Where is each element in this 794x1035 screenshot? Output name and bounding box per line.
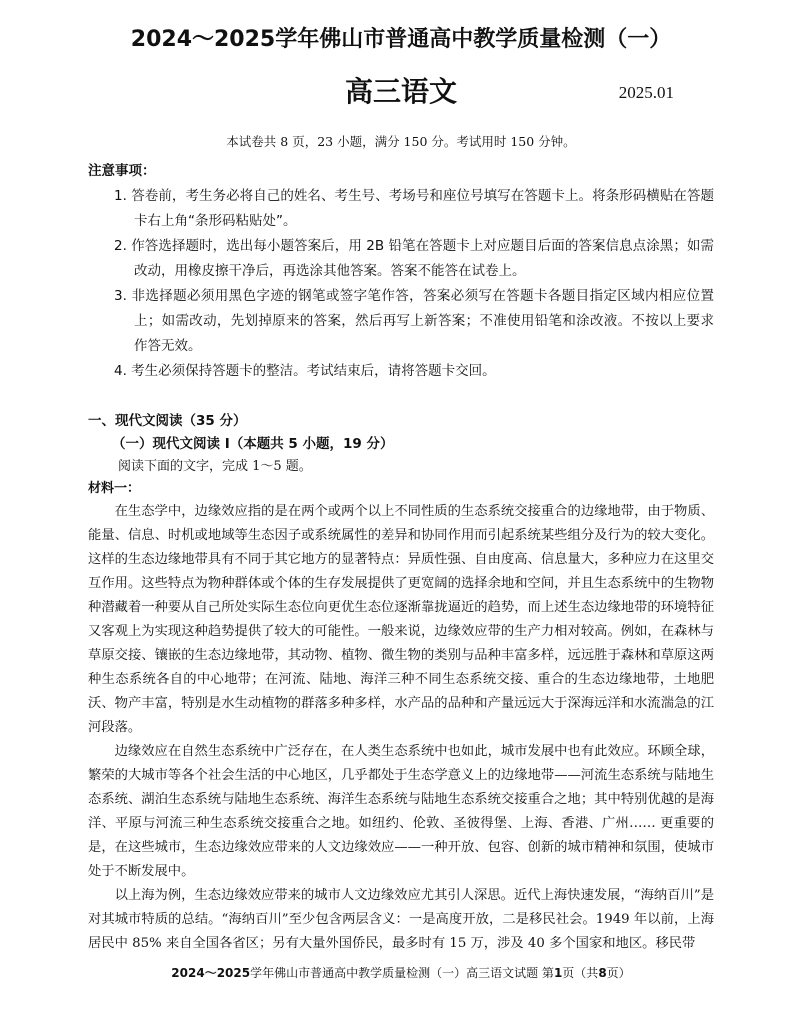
footer-total: 8 [598,966,607,980]
note-item: 1. 答卷前，考生务必将自己的姓名、考生号、考场号和座位号填写在答题卡上。将条形码横贴在答题卡右上角“条形码粘贴处”。 [114,188,714,229]
subsection-heading: （一）现代文阅读 Ⅰ（本题共 5 小题，19 分） [112,436,394,452]
reading-instruction: 阅读下面的文字，完成 1～5 题。 [118,459,312,474]
subject-title: 高三语文 [344,75,457,108]
paragraph: 在生态学中，边缘效应指的是在两个或两个以上不同性质的生态系统交接重合的边缘地带，由于物质、能量、信息、时机或地域等生态因子或系统属性的差异和协同作用而引起系统某些组分及行为的较大变化。这样的生态边缘地带具有不同于其它地方的显著特点：异质性强、自由度高、信息量大，多种应力在这里交互作用。这些特点为物种群体或个体的生存发展提供了更宽阔的选择余地和空间，并且生态系统中的生物物种潜藏着一种要从自己所处实际生态位向更优生态位逐渐靠拢逼近的趋势，而上述生态边缘地带的环境特征又客观上为实现这种趋势提供了较大的可能性。一般来说，边缘效应带的生产力相对较高。例如，在森林与草原交接、镶嵌的生态边缘地带，其动物、植物、微生物的类别与品种丰富多样，远远胜于森林和草原这两种生态系统各自的中心地带；在河流、陆地、海洋三种不同生态系统交接、重合的生态边缘地带，土地肥沃、物产丰富，特别是水生动植物的群落多种多样，水产品的品种和产量远远大于深海远洋和水流湍急的江河段落。 [88,504,714,735]
notes-list [114,184,714,384]
footer-years: 2024～2025 [171,966,251,980]
exam-title: 2024～2025学年佛山市普通高中教学质量检测（一） [130,27,672,52]
footer-text: 学年佛山市普通高中教学质量检测（一）高三语文试题 第 [250,966,554,980]
note-item: 4. 考生必须保持答题卡的整洁。考试结束后，请将答题卡交回。 [114,363,496,379]
footer-end: 页） [606,966,631,980]
exam-info: 本试卷共 8 页，23 小题，满分 150 分。考试用时 150 分钟。 [226,134,576,149]
footer-page: 1 [553,966,563,980]
material-label: 材料一： [88,481,141,496]
paragraph: 边缘效应在自然生态系统中广泛存在，在人类生态系统中也如此，城市发展中也有此效应。环顾全球，繁荣的大城市等各个社会生活的中心地区，几乎都处于生态学意义上的边缘地带——河流生态系统与陆地生态系统、湖泊生态系统与陆地生态系统、海洋生态系统与陆地生态系统交接重合之地；其中特别优越的是海洋、平原与河流三种生态系统交接重合之地。如纽约、伦敦、圣彼得堡、上海、香港、广州…… 更重要的是，在这些城市，生态边缘效应带来的人文边缘效应——一种开放、包容、创新的城市精神和氛围，使城市处于不断发展中。 [88,744,714,879]
section-heading: 一、现代文阅读（35 分） [88,413,247,429]
paragraph: 以上海为例，生态边缘效应带来的城市人文边缘效应尤其引人深思。近代上海快速发展，“海纳百川”是对其城市特质的总结。“海纳百川”至少包含两层含义：一是高度开放，二是移民社会。1949 年以前，上海居民中 85% 来自全国各省区；另有大量外国侨民，最多时有 15 万，涉及 40 多个国家和地区。移民带 [88,888,714,951]
passage-body [88,500,714,956]
exam-date: 2025.01 [618,83,674,102]
note-item: 3. 非选择题必须用黑色字迹的钢笔或签字笔作答，答案必须写在答题卡各题目指定区域内相应位置上；如需改动，先划掉原来的答案，然后再写上新答案；不准使用铅笔和涂改液。不按以上要求作答无效。 [114,288,714,354]
notes-heading: 注意事项： [88,163,156,179]
subject-row [88,70,714,114]
page-footer [88,964,714,982]
footer-suffix: 页（共 [562,966,599,980]
note-item: 2. 作答选择题时，选出每小题答案后，用 2B 铅笔在答题卡上对应题目后面的答案信息点涂黑；如需改动，用橡皮擦干净后，再选涂其他答案。答案不能答在试卷上。 [114,238,714,279]
